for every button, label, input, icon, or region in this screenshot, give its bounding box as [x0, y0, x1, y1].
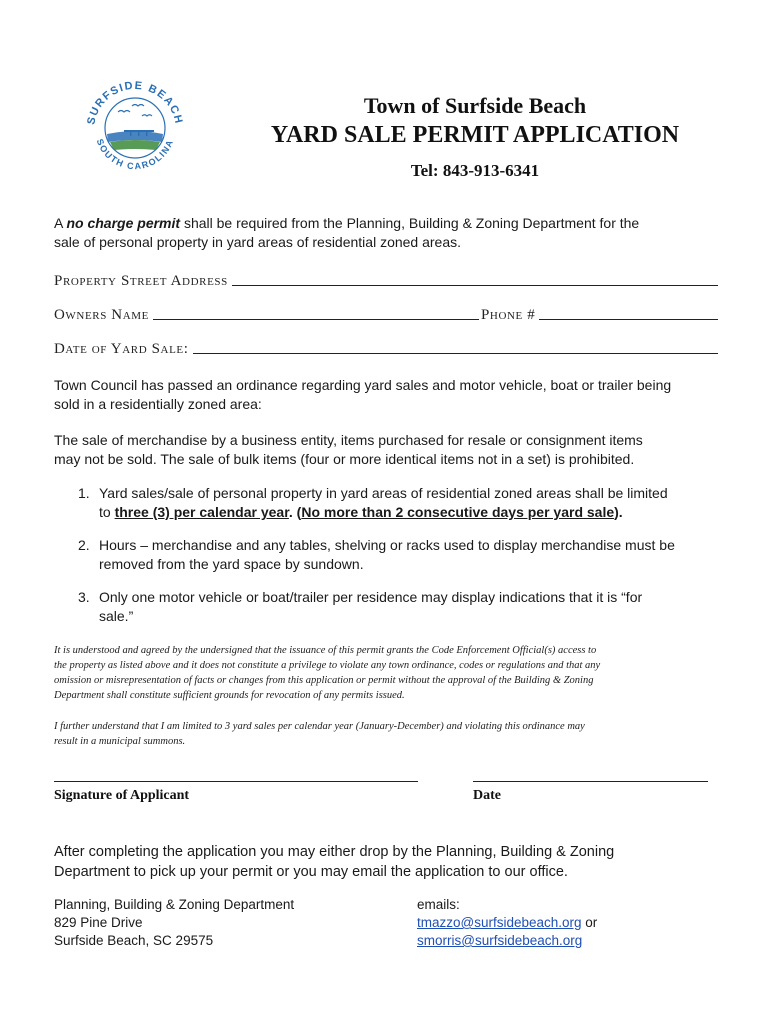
rule-line: Hours – merchandise and any tables, shelving or racks used to display merchandise must be [99, 537, 675, 553]
rule-bold-days: No more than 2 consecutive days per yard sale [301, 504, 615, 520]
signature-label: Signature of Applicant [54, 788, 190, 803]
owners-name-label: Owners Name [54, 307, 149, 323]
emails-label: emails: [417, 897, 460, 912]
rule-line: removed from the yard space by sundown. [99, 556, 364, 572]
legal-line: omission or misrepresentation of facts or changes from this application or permit without the approval of the Building & Zoning [54, 675, 594, 686]
rule-mid: . ( [288, 504, 302, 520]
signature-field[interactable] [54, 781, 418, 782]
rule-prefix: to [99, 504, 115, 520]
phone-field[interactable] [539, 318, 718, 320]
after-line-2: Department to pick up your permit or you may email the application to our office. [54, 864, 568, 880]
dept-city: Surfside Beach, SC 29575 [54, 933, 214, 948]
town-seal-logo [80, 72, 190, 182]
contact-emails [417, 896, 717, 950]
merchandise-paragraph [54, 431, 724, 469]
dept-name: Planning, Building & Zoning Department [54, 897, 295, 912]
merchandise-line-2: may not be sold. The sale of bulk items (four or more identical items not in a set) is prohibited. [54, 451, 635, 467]
phone-label: Phone # [480, 307, 536, 323]
email-link-smorris[interactable]: smorris@surfsidebeach.org [417, 933, 583, 948]
department-address [54, 896, 374, 950]
document-header [240, 92, 710, 182]
legal-line: Department shall constitute sufficient grounds for revocation of any permits issued. [54, 690, 405, 701]
street-address-row [54, 268, 718, 290]
legal-line: result in a municipal summons. [54, 736, 186, 747]
email-link-tmazzo[interactable]: tmazzo@surfsidebeach.org [417, 915, 582, 930]
legal-line: I further understand that I am limited to 3 yard sales per calendar year (January-December) and violating this ordinance may [54, 721, 585, 732]
council-line-1: Town Council has passed an ordinance regarding yard sales and motor vehicle, boat or trailer being [54, 377, 672, 393]
rules-list [54, 484, 724, 640]
council-line-2: sold in a residentially zoned area: [54, 396, 262, 412]
intro-paragraph [54, 214, 724, 252]
intro-prefix: A [54, 215, 67, 231]
legal-paragraph-2 [54, 719, 719, 749]
after-paragraph [54, 842, 724, 882]
rule-number: 3. [78, 589, 90, 605]
rule-line: Yard sales/sale of personal property in yard areas of residential zoned areas shall be limited [99, 485, 668, 501]
legal-line: It is understood and agreed by the undersigned that the issuance of this permit grants the Code Enforcement Official(s) access to [54, 645, 597, 656]
emails-or: or [581, 915, 598, 930]
rule-bold-limit: three (3) per calendar year [114, 504, 289, 520]
dept-street: 829 Pine Drive [54, 915, 143, 930]
street-address-field[interactable] [232, 284, 718, 286]
list-item [54, 536, 724, 574]
merchandise-line-1: The sale of merchandise by a business entity, items purchased for resale or consignment items [54, 432, 643, 448]
rule-end: ). [614, 504, 623, 520]
owner-phone-row [54, 302, 718, 324]
town-name: Town of Surfside Beach [363, 93, 587, 118]
date-field[interactable] [193, 352, 719, 354]
seal-bottom-text: SOUTH CAROLINA [94, 137, 176, 172]
list-item [54, 484, 724, 522]
legal-line: the property as listed above and it does not constitute a privilege to violate any town ordinance, codes or regulations and that any [54, 660, 601, 671]
list-item [54, 588, 724, 626]
legal-paragraph-1 [54, 643, 719, 703]
date-signed-field[interactable] [473, 781, 708, 782]
phone-number: Tel: 843-913-6341 [410, 161, 540, 180]
rule-number: 2. [78, 537, 90, 553]
intro-emphasis: no charge permit [66, 215, 181, 231]
intro-line-2: sale of personal property in yard areas of residential zoned areas. [54, 234, 462, 250]
date-label: Date of Yard Sale: [54, 341, 189, 357]
date-row [54, 336, 718, 358]
form-title: YARD SALE PERMIT APPLICATION [270, 122, 680, 148]
rule-number: 1. [78, 485, 90, 501]
after-line-1: After completing the application you may either drop by the Planning, Building & Zoning [54, 844, 615, 860]
intro-line-1: shall be required from the Planning, Building & Zoning Department for the [180, 215, 640, 231]
seal-top-text: SURFSIDE BEACH [85, 79, 185, 126]
council-paragraph [54, 376, 724, 414]
owners-name-field[interactable] [153, 318, 479, 320]
street-address-label: Property Street Address [54, 273, 228, 289]
rule-line: Only one motor vehicle or boat/trailer per residence may display indications that it is “for [99, 589, 643, 605]
date-signed-label: Date [473, 788, 501, 803]
rule-line: sale.” [99, 608, 134, 624]
